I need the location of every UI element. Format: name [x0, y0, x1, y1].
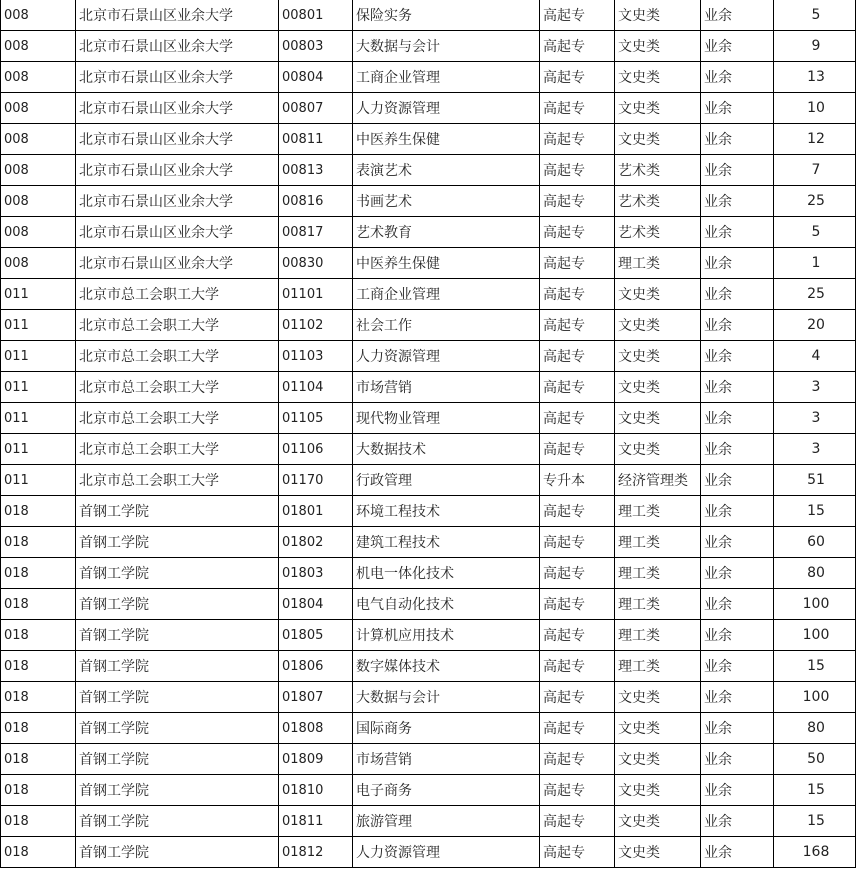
quota-cell: 100 [774, 682, 856, 713]
major-code-cell: 01806 [279, 651, 353, 682]
major-name-cell: 建筑工程技术 [353, 527, 540, 558]
level-cell: 高起专 [540, 403, 615, 434]
table-row [1, 589, 856, 620]
major-code-cell: 01802 [279, 527, 353, 558]
major-name-cell: 行政管理 [353, 465, 540, 496]
study-mode-cell: 业余 [701, 62, 774, 93]
level-cell: 高起专 [540, 341, 615, 372]
category-cell: 文史类 [615, 744, 701, 775]
table-row [1, 744, 856, 775]
school-name-cell: 首钢工学院 [76, 682, 279, 713]
study-mode-cell: 业余 [701, 527, 774, 558]
study-mode-cell: 业余 [701, 341, 774, 372]
level-cell: 高起专 [540, 0, 615, 31]
school-code-cell: 018 [1, 651, 76, 682]
school-code-cell: 018 [1, 682, 76, 713]
table-row [1, 186, 856, 217]
table-row [1, 806, 856, 837]
quota-cell: 25 [774, 279, 856, 310]
category-cell: 艺术类 [615, 155, 701, 186]
major-code-cell: 00813 [279, 155, 353, 186]
major-name-cell: 人力资源管理 [353, 93, 540, 124]
study-mode-cell: 业余 [701, 682, 774, 713]
school-code-cell: 008 [1, 124, 76, 155]
category-cell: 艺术类 [615, 217, 701, 248]
category-cell: 理工类 [615, 589, 701, 620]
study-mode-cell: 业余 [701, 589, 774, 620]
major-code-cell: 01810 [279, 775, 353, 806]
level-cell: 高起专 [540, 744, 615, 775]
level-cell: 高起专 [540, 651, 615, 682]
quota-cell: 15 [774, 775, 856, 806]
school-code-cell: 018 [1, 806, 76, 837]
category-cell: 理工类 [615, 496, 701, 527]
study-mode-cell: 业余 [701, 93, 774, 124]
major-name-cell: 社会工作 [353, 310, 540, 341]
school-code-cell: 008 [1, 0, 76, 31]
study-mode-cell: 业余 [701, 217, 774, 248]
school-name-cell: 首钢工学院 [76, 651, 279, 682]
major-name-cell: 机电一体化技术 [353, 558, 540, 589]
school-name-cell: 北京市总工会职工大学 [76, 310, 279, 341]
table-body [1, 0, 856, 868]
school-code-cell: 008 [1, 62, 76, 93]
level-cell: 高起专 [540, 155, 615, 186]
study-mode-cell: 业余 [701, 124, 774, 155]
quota-cell: 1 [774, 248, 856, 279]
school-code-cell: 018 [1, 620, 76, 651]
school-code-cell: 011 [1, 465, 76, 496]
table-row [1, 558, 856, 589]
school-name-cell: 北京市石景山区业余大学 [76, 217, 279, 248]
level-cell: 高起专 [540, 713, 615, 744]
major-name-cell: 国际商务 [353, 713, 540, 744]
quota-cell: 3 [774, 372, 856, 403]
study-mode-cell: 业余 [701, 775, 774, 806]
major-name-cell: 环境工程技术 [353, 496, 540, 527]
school-code-cell: 011 [1, 310, 76, 341]
study-mode-cell: 业余 [701, 279, 774, 310]
table-row [1, 465, 856, 496]
category-cell: 理工类 [615, 620, 701, 651]
school-code-cell: 018 [1, 496, 76, 527]
quota-cell: 5 [774, 0, 856, 31]
study-mode-cell: 业余 [701, 744, 774, 775]
table-row [1, 248, 856, 279]
table-row [1, 279, 856, 310]
level-cell: 高起专 [540, 434, 615, 465]
major-code-cell: 01103 [279, 341, 353, 372]
major-code-cell: 01808 [279, 713, 353, 744]
school-name-cell: 北京市石景山区业余大学 [76, 155, 279, 186]
quota-cell: 80 [774, 713, 856, 744]
study-mode-cell: 业余 [701, 713, 774, 744]
quota-cell: 3 [774, 403, 856, 434]
category-cell: 理工类 [615, 558, 701, 589]
level-cell: 高起专 [540, 124, 615, 155]
table-row [1, 620, 856, 651]
major-name-cell: 市场营销 [353, 372, 540, 403]
quota-cell: 51 [774, 465, 856, 496]
major-name-cell: 人力资源管理 [353, 341, 540, 372]
quota-cell: 15 [774, 496, 856, 527]
table-row [1, 403, 856, 434]
school-code-cell: 008 [1, 93, 76, 124]
study-mode-cell: 业余 [701, 372, 774, 403]
category-cell: 文史类 [615, 0, 701, 31]
category-cell: 文史类 [615, 837, 701, 868]
major-name-cell: 大数据与会计 [353, 682, 540, 713]
school-code-cell: 018 [1, 589, 76, 620]
major-code-cell: 01801 [279, 496, 353, 527]
major-name-cell: 现代物业管理 [353, 403, 540, 434]
major-code-cell: 00811 [279, 124, 353, 155]
major-code-cell: 00801 [279, 0, 353, 31]
level-cell: 高起专 [540, 186, 615, 217]
level-cell: 高起专 [540, 217, 615, 248]
school-name-cell: 首钢工学院 [76, 620, 279, 651]
major-name-cell: 电气自动化技术 [353, 589, 540, 620]
school-name-cell: 北京市总工会职工大学 [76, 434, 279, 465]
category-cell: 文史类 [615, 434, 701, 465]
quota-cell: 3 [774, 434, 856, 465]
school-name-cell: 北京市石景山区业余大学 [76, 31, 279, 62]
category-cell: 理工类 [615, 651, 701, 682]
school-code-cell: 018 [1, 558, 76, 589]
major-code-cell: 01105 [279, 403, 353, 434]
table-row [1, 217, 856, 248]
quota-cell: 60 [774, 527, 856, 558]
study-mode-cell: 业余 [701, 186, 774, 217]
table-row [1, 775, 856, 806]
study-mode-cell: 业余 [701, 155, 774, 186]
level-cell: 高起专 [540, 496, 615, 527]
quota-cell: 168 [774, 837, 856, 868]
category-cell: 文史类 [615, 403, 701, 434]
major-name-cell: 表演艺术 [353, 155, 540, 186]
school-code-cell: 011 [1, 279, 76, 310]
major-name-cell: 市场营销 [353, 744, 540, 775]
table-row [1, 310, 856, 341]
school-name-cell: 北京市总工会职工大学 [76, 465, 279, 496]
category-cell: 文史类 [615, 682, 701, 713]
study-mode-cell: 业余 [701, 0, 774, 31]
school-code-cell: 008 [1, 155, 76, 186]
major-code-cell: 01102 [279, 310, 353, 341]
table-row [1, 527, 856, 558]
category-cell: 文史类 [615, 124, 701, 155]
school-name-cell: 首钢工学院 [76, 527, 279, 558]
school-name-cell: 北京市石景山区业余大学 [76, 0, 279, 31]
major-name-cell: 大数据技术 [353, 434, 540, 465]
major-name-cell: 中医养生保健 [353, 248, 540, 279]
major-name-cell: 工商企业管理 [353, 62, 540, 93]
study-mode-cell: 业余 [701, 403, 774, 434]
major-code-cell: 00807 [279, 93, 353, 124]
study-mode-cell: 业余 [701, 496, 774, 527]
major-code-cell: 01803 [279, 558, 353, 589]
study-mode-cell: 业余 [701, 310, 774, 341]
school-code-cell: 018 [1, 775, 76, 806]
study-mode-cell: 业余 [701, 31, 774, 62]
quota-cell: 12 [774, 124, 856, 155]
school-name-cell: 北京市总工会职工大学 [76, 341, 279, 372]
level-cell: 高起专 [540, 93, 615, 124]
quota-cell: 25 [774, 186, 856, 217]
category-cell: 文史类 [615, 279, 701, 310]
major-code-cell: 01807 [279, 682, 353, 713]
quota-cell: 5 [774, 217, 856, 248]
school-code-cell: 008 [1, 248, 76, 279]
major-code-cell: 00803 [279, 31, 353, 62]
school-code-cell: 011 [1, 434, 76, 465]
school-code-cell: 008 [1, 186, 76, 217]
table-row [1, 434, 856, 465]
major-code-cell: 01101 [279, 279, 353, 310]
level-cell: 高起专 [540, 527, 615, 558]
school-name-cell: 北京市总工会职工大学 [76, 403, 279, 434]
level-cell: 高起专 [540, 279, 615, 310]
table-row [1, 837, 856, 868]
major-code-cell: 01809 [279, 744, 353, 775]
category-cell: 理工类 [615, 248, 701, 279]
major-code-cell: 00830 [279, 248, 353, 279]
school-code-cell: 011 [1, 372, 76, 403]
quota-cell: 10 [774, 93, 856, 124]
category-cell: 文史类 [615, 310, 701, 341]
level-cell: 高起专 [540, 589, 615, 620]
table-row [1, 155, 856, 186]
school-name-cell: 北京市石景山区业余大学 [76, 93, 279, 124]
school-code-cell: 018 [1, 713, 76, 744]
table-row [1, 651, 856, 682]
study-mode-cell: 业余 [701, 620, 774, 651]
study-mode-cell: 业余 [701, 651, 774, 682]
major-code-cell: 01805 [279, 620, 353, 651]
category-cell: 文史类 [615, 31, 701, 62]
category-cell: 文史类 [615, 372, 701, 403]
category-cell: 文史类 [615, 713, 701, 744]
school-name-cell: 首钢工学院 [76, 837, 279, 868]
school-code-cell: 008 [1, 217, 76, 248]
level-cell: 高起专 [540, 62, 615, 93]
category-cell: 文史类 [615, 775, 701, 806]
major-name-cell: 中医养生保健 [353, 124, 540, 155]
major-code-cell: 01106 [279, 434, 353, 465]
school-name-cell: 首钢工学院 [76, 589, 279, 620]
level-cell: 高起专 [540, 620, 615, 651]
major-name-cell: 数字媒体技术 [353, 651, 540, 682]
school-name-cell: 首钢工学院 [76, 806, 279, 837]
category-cell: 文史类 [615, 93, 701, 124]
quota-cell: 4 [774, 341, 856, 372]
quota-cell: 20 [774, 310, 856, 341]
major-code-cell: 00817 [279, 217, 353, 248]
level-cell: 高起专 [540, 806, 615, 837]
category-cell: 文史类 [615, 62, 701, 93]
quota-cell: 100 [774, 620, 856, 651]
school-name-cell: 首钢工学院 [76, 744, 279, 775]
table-row [1, 496, 856, 527]
quota-cell: 9 [774, 31, 856, 62]
school-name-cell: 北京市总工会职工大学 [76, 372, 279, 403]
level-cell: 高起专 [540, 248, 615, 279]
study-mode-cell: 业余 [701, 558, 774, 589]
major-name-cell: 保险实务 [353, 0, 540, 31]
school-name-cell: 北京市总工会职工大学 [76, 279, 279, 310]
major-name-cell: 工商企业管理 [353, 279, 540, 310]
major-code-cell: 01812 [279, 837, 353, 868]
school-code-cell: 018 [1, 837, 76, 868]
study-mode-cell: 业余 [701, 806, 774, 837]
quota-cell: 100 [774, 589, 856, 620]
table-row [1, 62, 856, 93]
school-code-cell: 018 [1, 527, 76, 558]
major-name-cell: 书画艺术 [353, 186, 540, 217]
quota-cell: 7 [774, 155, 856, 186]
category-cell: 文史类 [615, 341, 701, 372]
level-cell: 高起专 [540, 372, 615, 403]
table-row [1, 682, 856, 713]
quota-cell: 15 [774, 806, 856, 837]
study-mode-cell: 业余 [701, 248, 774, 279]
table-row [1, 93, 856, 124]
quota-cell: 15 [774, 651, 856, 682]
major-code-cell: 01104 [279, 372, 353, 403]
major-code-cell: 01804 [279, 589, 353, 620]
school-code-cell: 018 [1, 744, 76, 775]
category-cell: 文史类 [615, 806, 701, 837]
category-cell: 理工类 [615, 527, 701, 558]
major-name-cell: 旅游管理 [353, 806, 540, 837]
table-row [1, 124, 856, 155]
study-mode-cell: 业余 [701, 434, 774, 465]
table-row [1, 31, 856, 62]
school-name-cell: 北京市石景山区业余大学 [76, 248, 279, 279]
level-cell: 高起专 [540, 31, 615, 62]
school-name-cell: 北京市石景山区业余大学 [76, 62, 279, 93]
level-cell: 高起专 [540, 310, 615, 341]
school-name-cell: 首钢工学院 [76, 775, 279, 806]
table-row [1, 372, 856, 403]
category-cell: 经济管理类 [615, 465, 701, 496]
school-code-cell: 011 [1, 403, 76, 434]
level-cell: 高起专 [540, 837, 615, 868]
quota-cell: 80 [774, 558, 856, 589]
major-name-cell: 电子商务 [353, 775, 540, 806]
major-code-cell: 01811 [279, 806, 353, 837]
school-name-cell: 首钢工学院 [76, 713, 279, 744]
study-mode-cell: 业余 [701, 465, 774, 496]
level-cell: 高起专 [540, 558, 615, 589]
school-name-cell: 首钢工学院 [76, 558, 279, 589]
category-cell: 艺术类 [615, 186, 701, 217]
quota-cell: 50 [774, 744, 856, 775]
major-code-cell: 01170 [279, 465, 353, 496]
major-code-cell: 00804 [279, 62, 353, 93]
level-cell: 高起专 [540, 775, 615, 806]
table-row [1, 0, 856, 31]
major-name-cell: 人力资源管理 [353, 837, 540, 868]
level-cell: 高起专 [540, 682, 615, 713]
school-name-cell: 首钢工学院 [76, 496, 279, 527]
school-name-cell: 北京市石景山区业余大学 [76, 186, 279, 217]
major-name-cell: 大数据与会计 [353, 31, 540, 62]
school-code-cell: 011 [1, 341, 76, 372]
school-name-cell: 北京市石景山区业余大学 [76, 124, 279, 155]
table-row [1, 341, 856, 372]
level-cell: 专升本 [540, 465, 615, 496]
major-name-cell: 计算机应用技术 [353, 620, 540, 651]
study-mode-cell: 业余 [701, 837, 774, 868]
school-code-cell: 008 [1, 31, 76, 62]
major-code-cell: 00816 [279, 186, 353, 217]
major-name-cell: 艺术教育 [353, 217, 540, 248]
table-row [1, 713, 856, 744]
quota-cell: 13 [774, 62, 856, 93]
